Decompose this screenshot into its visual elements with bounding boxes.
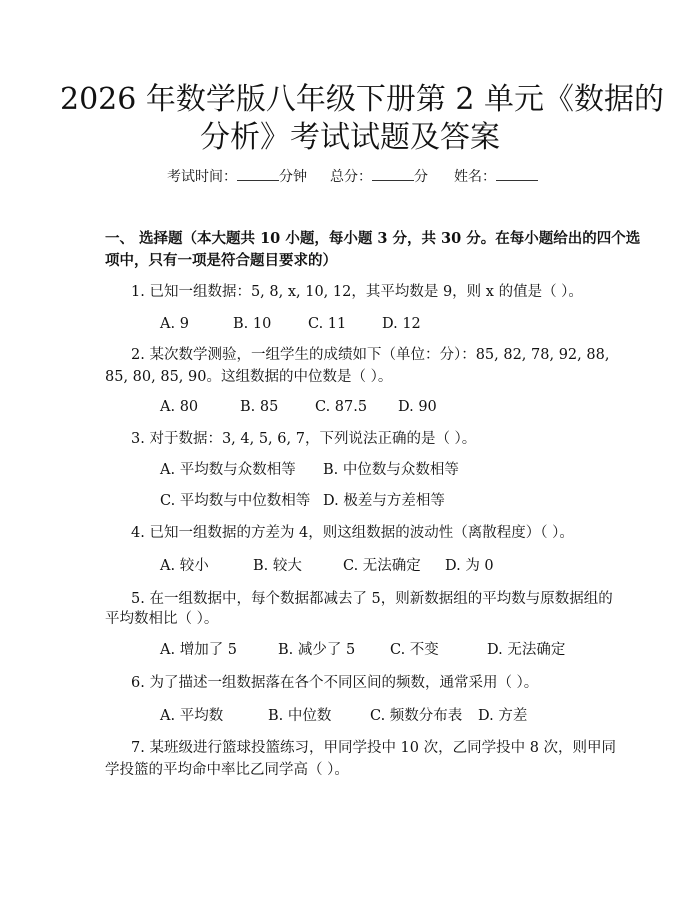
question-2-text-line1: 2. 某次数学测验，一组学生的成绩如下（单位：分）：85, 82, 78, 92, 88, [131,347,610,363]
q3-option-b: B. 中位数与众数相等 [323,462,459,478]
score-blank [372,166,414,181]
q5-option-d: D. 无法确定 [487,642,566,658]
time-field [167,166,307,188]
q2-option-d: D. 90 [398,399,437,415]
q1-option-a: A. 9 [160,316,189,332]
section-heading-line2: 项中，只有一项是符合题目要求的） [105,252,337,269]
q6-option-d: D. 方差 [478,708,528,724]
q6-option-a: A. 平均数 [160,708,224,724]
time-unit: 分钟 [279,169,307,185]
question-2-text-line2: 85, 80, 85, 90。这组数据的中位数是（ ）。 [105,369,393,385]
score-label: 总分： [330,169,372,185]
q4-option-d: D. 为 0 [445,558,494,574]
name-label: 姓名： [454,169,496,185]
q3-option-c: C. 平均数与中位数相等 [160,493,311,509]
question-4-text: 4. 已知一组数据的方差为 4，则这组数据的波动性（离散程度）（ ）。 [131,525,574,541]
q1-option-d: D. 12 [382,316,421,332]
question-3-text: 3. 对于数据：3, 4, 5, 6, 7，下列说法正确的是（ ）。 [131,431,477,447]
q5-option-a: A. 增加了 5 [160,642,238,658]
q4-option-b: B. 较大 [253,558,302,574]
q1-option-c: C. 11 [308,316,347,332]
exam-title-line2: 分析》考试试题及答案 [200,120,500,155]
name-blank [496,166,538,181]
question-6-text: 6. 为了描述一组数据落在各个不同区间的频数，通常采用（ ）。 [131,675,539,691]
question-7-text-line1: 7. 某班级进行篮球投篮练习，甲同学投中 10 次，乙同学投中 8 次，则甲同 [131,740,617,756]
score-unit: 分 [414,169,428,185]
q4-option-a: A. 较小 [160,558,209,574]
question-5-text-line1: 5. 在一组数据中，每个数据都减去了 5，则新数据组的平均数与原数据组的 [131,591,613,607]
q2-option-c: C. 87.5 [315,399,368,415]
q4-option-c: C. 无法确定 [343,558,421,574]
q5-option-b: B. 减少了 5 [278,642,356,658]
q3-option-a: A. 平均数与众数相等 [160,462,296,478]
section-heading-line1: 一、 选择题（本大题共 10 小题，每小题 3 分，共 30 分。在每小题给出的四个选 [105,230,641,247]
name-field [454,166,538,188]
q6-option-b: B. 中位数 [268,708,332,724]
time-blank [237,166,279,181]
question-7-text-line2: 学投篮的平均命中率比乙同学高（ ）。 [105,762,349,778]
question-5-text-line2: 平均数相比（ ）。 [105,611,219,627]
question-1-text: 1. 已知一组数据：5, 8, x, 10, 12，其平均数是 9，则 x 的值是（ ）。 [131,284,583,300]
q2-option-b: B. 85 [240,399,279,415]
q2-option-a: A. 80 [160,399,199,415]
q6-option-c: C. 频数分布表 [370,708,463,724]
q5-option-c: C. 不变 [390,642,439,658]
q1-option-b: B. 10 [233,316,272,332]
q3-option-d: D. 极差与方差相等 [323,493,445,509]
score-field [330,166,428,188]
time-label: 考试时间： [167,169,237,185]
exam-title-line1: 2026 年数学版八年级下册第 2 单元《数据的 [60,82,665,117]
